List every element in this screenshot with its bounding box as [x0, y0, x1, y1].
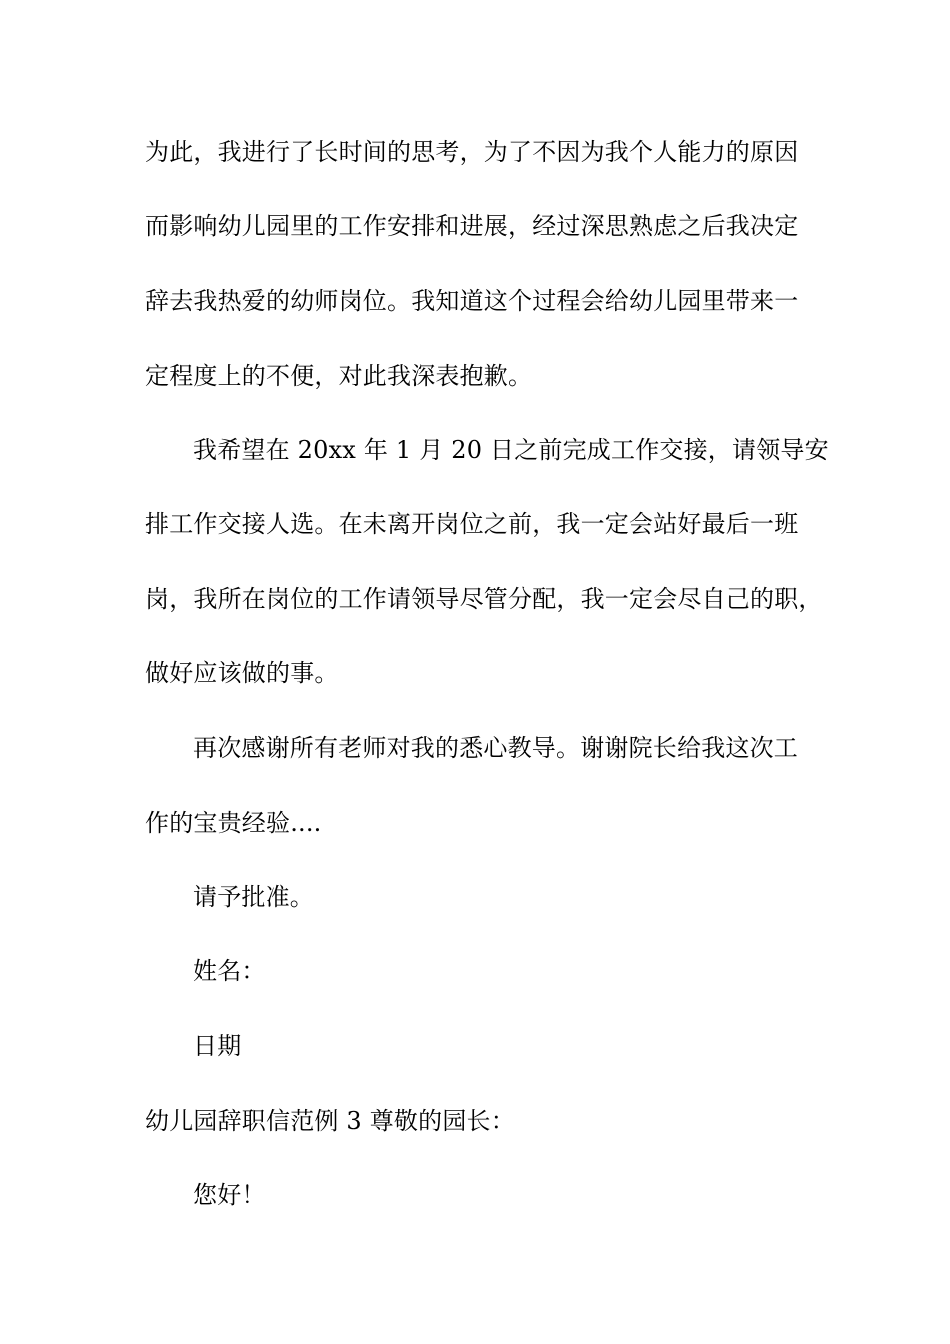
paragraph-line: 再次感谢所有老师对我的悉心教导。谢谢院长给我这次工: [193, 734, 798, 762]
approval-request: 请予批准。: [193, 883, 314, 911]
paragraph-line: 做好应该做的事。: [145, 659, 339, 687]
paragraph-line: 岗，我所在岗位的工作请领导尽管分配，我一定会尽自己的职，: [145, 585, 823, 613]
greeting: 您好！: [193, 1181, 266, 1209]
date-label: 日期: [193, 1032, 242, 1060]
paragraph-line: 定程度上的不便，对此我深表抱歉。: [145, 362, 533, 390]
paragraph-line: 作的宝贵经验....: [145, 809, 322, 837]
paragraph-line: 为此，我进行了长时间的思考，为了不因为我个人能力的原因: [145, 138, 799, 166]
paragraph-line: 排工作交接人选。在未离开岗位之前，我一定会站好最后一班: [145, 510, 799, 538]
paragraph-line: 我希望在 20xx 年 1 月 20 日之前完成工作交接，请领导安: [193, 436, 829, 464]
paragraph-line: 辞去我热爱的幼师岗位。我知道这个过程会给幼儿园里带来一: [145, 287, 799, 315]
name-label: 姓名：: [193, 957, 266, 985]
paragraph-line: 而影响幼儿园里的工作安排和进展，经过深思熟虑之后我决定: [145, 212, 799, 240]
example-heading: 幼儿园辞职信范例 3 尊敬的园长：: [145, 1107, 515, 1135]
